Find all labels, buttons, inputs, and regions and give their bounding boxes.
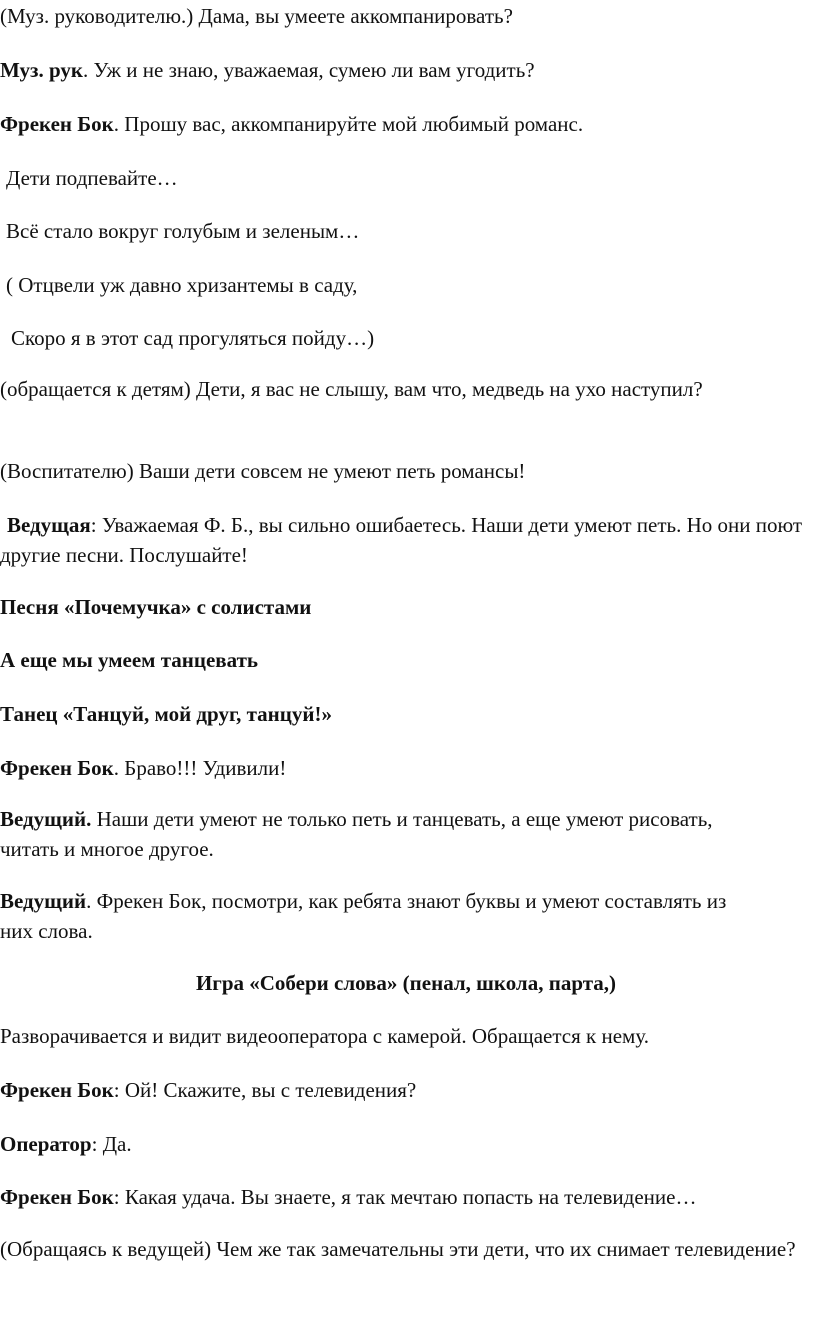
paragraph-5 — [0, 216, 816, 246]
paragraph-text: Игра «Собери слова» (пенал, школа, парта,) — [195, 971, 617, 995]
paragraph-7 — [0, 323, 816, 353]
paragraph-13 — [0, 699, 812, 729]
paragraph-text: . Браво!!! Удивили! — [113, 756, 287, 780]
speaker-name: Фрекен Бок — [0, 112, 114, 136]
paragraph-text: Разворачивается и видит видеооператора с камерой. Обращается к нему. — [0, 1024, 649, 1048]
speaker-name: Оператор — [0, 1132, 92, 1156]
paragraph-14 — [0, 753, 812, 783]
paragraph-21 — [0, 1182, 812, 1212]
paragraph-12 — [0, 645, 812, 675]
speaker-name: Ведущий — [0, 889, 87, 913]
paragraph-16 — [0, 886, 740, 946]
paragraph-text: : Ой! Скажите, вы с телевидения? — [113, 1078, 417, 1102]
paragraph-text: А еще мы умеем танцевать — [0, 648, 259, 672]
paragraph-text: Скоро я в этот сад прогуляться пойду…) — [11, 326, 375, 350]
paragraph-2 — [0, 55, 812, 85]
speaker-name: Ведущий. — [0, 807, 92, 831]
paragraph-8 — [0, 374, 740, 404]
paragraph-text: : Какая удача. Вы знаете, я так мечтаю попасть на телевидение… — [113, 1185, 697, 1209]
paragraph-text: : Да. — [91, 1132, 132, 1156]
paragraph-text: (обращается к детям) Дети, я вас не слышу, вам что, медведь на ухо наступил? — [0, 377, 703, 401]
paragraph-text: Танец «Танцуй, мой друг, танцуй!» — [0, 702, 332, 726]
paragraph-text: ( Отцвели уж давно хризантемы в саду, — [6, 273, 358, 297]
paragraph-6 — [0, 270, 816, 300]
paragraph-4 — [0, 163, 816, 193]
paragraph-20 — [0, 1129, 812, 1159]
speaker-name: Фрекен Бок — [0, 756, 114, 780]
paragraph-1 — [0, 1, 812, 31]
paragraph-9 — [0, 456, 812, 486]
speaker-name: Ведущая — [7, 513, 91, 537]
paragraph-text: . Прошу вас, аккомпанируйте мой любимый романс. — [113, 112, 584, 136]
speaker-name: Фрекен Бок — [0, 1078, 114, 1102]
paragraph-19 — [0, 1075, 812, 1105]
paragraph-10 — [0, 510, 812, 570]
paragraph-11 — [0, 592, 812, 622]
paragraph-text: . Фрекен Бок, посмотри, как ребята знают буквы и умеют составлять из них слова. — [0, 889, 727, 943]
paragraph-text: Всё стало вокруг голубым и зеленым… — [6, 219, 360, 243]
paragraph-text: (Муз. руководителю.) Дама, вы умеете аккомпанировать? — [0, 4, 513, 28]
speaker-name: Фрекен Бок — [0, 1185, 114, 1209]
paragraph-22 — [0, 1234, 800, 1264]
paragraph-text: Песня «Почемучка» с солистами — [0, 595, 312, 619]
paragraph-text: Дети подпевайте… — [6, 166, 178, 190]
paragraph-text: : Уважаемая Ф. Б., вы сильно ошибаетесь. Наши дети умеют петь. Но они поют другие песни. Послушайте! — [0, 513, 803, 567]
paragraph-text: (Обращаясь к ведущей) Чем же так замечательны эти дети, что их снимает телевидение? — [0, 1237, 796, 1261]
paragraph-17-game-title — [0, 968, 812, 998]
paragraph-text: Наши дети умеют не только петь и танцевать, а еще умеют рисовать, читать и многое другое. — [0, 807, 713, 861]
paragraph-text: . Уж и не знаю, уважаемая, сумею ли вам угодить? — [83, 58, 535, 82]
paragraph-15 — [0, 804, 760, 864]
speaker-name: Муз. рук — [0, 58, 83, 82]
paragraph-text: (Воспитателю) Ваши дети совсем не умеют петь романсы! — [0, 459, 526, 483]
paragraph-18 — [0, 1021, 812, 1051]
paragraph-3 — [0, 109, 812, 139]
